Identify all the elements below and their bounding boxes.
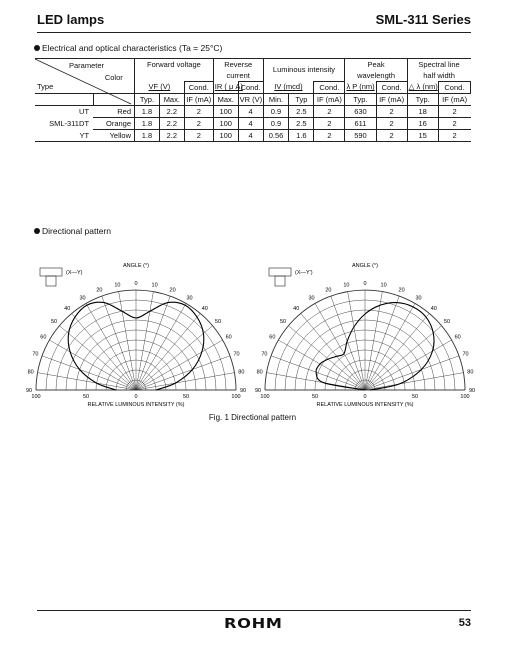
cell: 611 xyxy=(345,118,376,130)
angle-tick-label: 0 xyxy=(363,281,367,287)
page-header xyxy=(37,12,471,32)
axis-key-label: (X—Y') xyxy=(295,270,313,276)
cell: 2 xyxy=(376,106,407,118)
header-spectral-line-2: half width xyxy=(407,70,470,82)
angle-tick-label: 60 xyxy=(225,334,232,341)
angle-tick-label: 60 xyxy=(40,334,47,341)
angle-tick-label: 30 xyxy=(79,295,86,302)
angle-tick-label: 0 xyxy=(134,281,138,287)
radial-tick-label: 100 xyxy=(260,394,270,400)
cond-iv: Cond. xyxy=(314,82,345,94)
radial-tick-label: 50 xyxy=(311,394,319,400)
row-code: UT xyxy=(79,106,90,116)
lamp-icon xyxy=(269,268,291,276)
cell: 2 xyxy=(314,106,345,118)
header-peak-wavelength-2: wavelength xyxy=(345,70,407,82)
cell: 2 xyxy=(376,118,407,130)
header-reverse-current-2: current xyxy=(213,70,263,82)
cell: 2 xyxy=(438,130,470,142)
figure-caption: Fig. 1 Directional pattern xyxy=(208,413,297,422)
sub-vf-if: IF (mA) xyxy=(184,94,213,106)
header-peak-wavelength-1: Peak xyxy=(345,59,407,71)
angle-label: ANGLE (°) xyxy=(122,263,150,269)
angle-tick-label: 80 xyxy=(238,369,245,376)
cond-ir: Cond. xyxy=(238,82,263,94)
cell: 0.9 xyxy=(263,118,289,130)
angle-tick-label: 10 xyxy=(151,282,158,289)
angle-tick-label: 10 xyxy=(343,282,350,289)
unit-ir: IR ( μ A) xyxy=(214,82,243,92)
axis-key-label: (X—Y) xyxy=(66,270,83,276)
cell: 2.5 xyxy=(289,106,314,118)
sub-ir-max: Max. xyxy=(213,94,238,106)
angle-tick-label: 20 xyxy=(398,287,405,294)
polar-chart-left xyxy=(25,255,250,413)
unit-iv: IV (mcd) xyxy=(274,82,303,92)
rohm-logo: ROHM xyxy=(224,617,283,632)
row-code: DT xyxy=(79,118,90,128)
cell: 4 xyxy=(238,130,263,142)
cell: 2 xyxy=(438,118,470,130)
section-electrical xyxy=(34,43,222,53)
cell: 630 xyxy=(345,106,376,118)
angle-tick-label: 70 xyxy=(261,351,268,358)
angle-tick-label: 50 xyxy=(443,319,451,326)
cell: 100 xyxy=(213,106,238,118)
cond-dl: Cond. xyxy=(438,82,470,94)
angle-tick-label: 30 xyxy=(186,295,193,302)
sub-vf-typ: Typ. xyxy=(135,94,160,106)
angle-tick-label: 40 xyxy=(64,306,71,313)
cell: 1.8 xyxy=(135,130,160,142)
header-spectral-line-1: Spectral line xyxy=(407,59,470,71)
radial-tick-label: 100 xyxy=(231,394,241,400)
cell: 2 xyxy=(184,130,213,142)
angle-tick-label: 80 xyxy=(467,369,474,376)
angle-tick-label: 20 xyxy=(96,287,103,294)
radial-tick-label: 50 xyxy=(411,394,419,400)
table-row xyxy=(35,106,471,118)
section-directional-title: Directional pattern xyxy=(42,226,111,236)
angle-tick-label: 80 xyxy=(27,369,34,376)
header-series: SML-311 Series xyxy=(375,12,471,27)
row-code: YT xyxy=(79,130,90,140)
cell: 2.2 xyxy=(159,130,184,142)
corner-type-label: Type xyxy=(37,82,54,91)
cell: 2 xyxy=(314,118,345,130)
angle-tick-label: 70 xyxy=(32,351,39,358)
unit-vf: VF (V) xyxy=(148,82,171,92)
angle-tick-label: 80 xyxy=(256,369,263,376)
lamp-icon-body xyxy=(46,276,56,286)
radial-tick-label: 50 xyxy=(182,394,190,400)
header-luminous-intensity: Luminous intensity xyxy=(263,59,345,82)
cell: 2.2 xyxy=(159,106,184,118)
row-color: Yellow xyxy=(109,130,132,140)
cell: 18 xyxy=(407,106,438,118)
angle-tick-label: 10 xyxy=(114,282,121,289)
cell: 100 xyxy=(213,130,238,142)
angle-tick-label: 90 xyxy=(25,388,33,394)
unit-dl: △ λ (nm) xyxy=(408,82,438,92)
unit-lp: λ P (nm) xyxy=(346,82,375,92)
angle-tick-label: 50 xyxy=(279,319,287,326)
bullet-icon xyxy=(34,228,40,234)
cond-lp: Cond. xyxy=(376,82,407,94)
table-row xyxy=(35,130,471,142)
header-rule xyxy=(37,32,471,33)
sub-iv-typ: Typ xyxy=(289,94,314,106)
page-number: 53 xyxy=(458,617,471,629)
row-color: Red xyxy=(117,106,132,116)
angle-tick-label: 40 xyxy=(293,306,300,313)
cell: 2 xyxy=(184,106,213,118)
angle-tick-label: 40 xyxy=(430,306,437,313)
cell: 4 xyxy=(238,106,263,118)
angle-tick-label: 90 xyxy=(239,388,247,394)
polar-chart-right xyxy=(254,255,479,413)
angle-tick-label: 30 xyxy=(308,295,315,302)
angle-tick-label: 60 xyxy=(454,334,461,341)
radial-tick-label: 100 xyxy=(460,394,470,400)
angle-tick-label: 30 xyxy=(415,295,422,302)
sub-lp-if: IF (mA) xyxy=(376,94,407,106)
sub-vf-max: Max. xyxy=(159,94,184,106)
header-forward-voltage: Forward voltage xyxy=(135,59,214,71)
cell: 16 xyxy=(407,118,438,130)
sub-iv-min: Min. xyxy=(263,94,289,106)
radial-tick-label: 100 xyxy=(31,394,41,400)
cell: 1.8 xyxy=(135,106,160,118)
angle-tick-label: 70 xyxy=(233,351,240,358)
section-directional xyxy=(34,226,111,236)
cell: 590 xyxy=(345,130,376,142)
sub-ir-vr: VR (V) xyxy=(239,94,263,104)
header-title: LED lamps xyxy=(37,12,105,27)
angle-tick-label: 40 xyxy=(201,306,208,313)
cond-vf: Cond. xyxy=(184,82,213,94)
header-color: Color xyxy=(93,72,134,84)
cell: 1.8 xyxy=(135,118,160,130)
radial-tick-label: 0 xyxy=(134,394,138,400)
cell: 2 xyxy=(184,118,213,130)
corner-parameter-label: Parameter xyxy=(69,61,105,70)
angle-tick-label: 20 xyxy=(169,287,176,294)
intensity-curve xyxy=(316,303,434,390)
x-axis-label: RELATIVE LUMINOUS INTENSITY (%) xyxy=(316,402,414,408)
cell: 0.9 xyxy=(263,106,289,118)
cell: 15 xyxy=(407,130,438,142)
sub-iv-if: IF (mA) xyxy=(314,94,345,106)
angle-tick-label: 90 xyxy=(254,388,262,394)
cell: 2 xyxy=(376,130,407,142)
angle-tick-label: 20 xyxy=(325,287,332,294)
section-electrical-title: Electrical and optical characteristics (Ta = 25°C) xyxy=(42,43,223,53)
sub-lp-typ: Typ. xyxy=(345,94,376,106)
table-row xyxy=(35,118,471,130)
bullet-icon xyxy=(34,45,40,51)
cell: 1.6 xyxy=(289,130,314,142)
footer-rule xyxy=(37,610,471,611)
characteristics-table xyxy=(35,58,471,142)
sub-dl-typ: Typ. xyxy=(407,94,438,106)
model-cell: SML-311 xyxy=(49,118,79,128)
cell: 2.5 xyxy=(289,118,314,130)
angle-tick-label: 50 xyxy=(50,319,58,326)
angle-tick-label: 70 xyxy=(462,351,469,358)
cell: 2.2 xyxy=(159,118,184,130)
radial-tick-label: 0 xyxy=(363,394,367,400)
lamp-icon xyxy=(40,268,62,276)
cell: 100 xyxy=(213,118,238,130)
cell: 4 xyxy=(238,118,263,130)
angle-tick-label: 60 xyxy=(269,334,276,341)
cell: 0.56 xyxy=(263,130,289,142)
radial-tick-label: 50 xyxy=(82,394,90,400)
lamp-icon-body xyxy=(275,276,285,286)
row-color: Orange xyxy=(105,118,132,128)
header-reverse-current-1: Reverse xyxy=(213,59,263,71)
angle-tick-label: 50 xyxy=(214,319,222,326)
angle-label: ANGLE (°) xyxy=(351,263,379,269)
cell: 2 xyxy=(438,106,470,118)
x-axis-label: RELATIVE LUMINOUS INTENSITY (%) xyxy=(87,402,185,408)
sub-dl-if: IF (mA) xyxy=(438,94,470,106)
angle-tick-label: 90 xyxy=(468,388,476,394)
cell: 2 xyxy=(314,130,345,142)
angle-tick-label: 10 xyxy=(380,282,387,289)
